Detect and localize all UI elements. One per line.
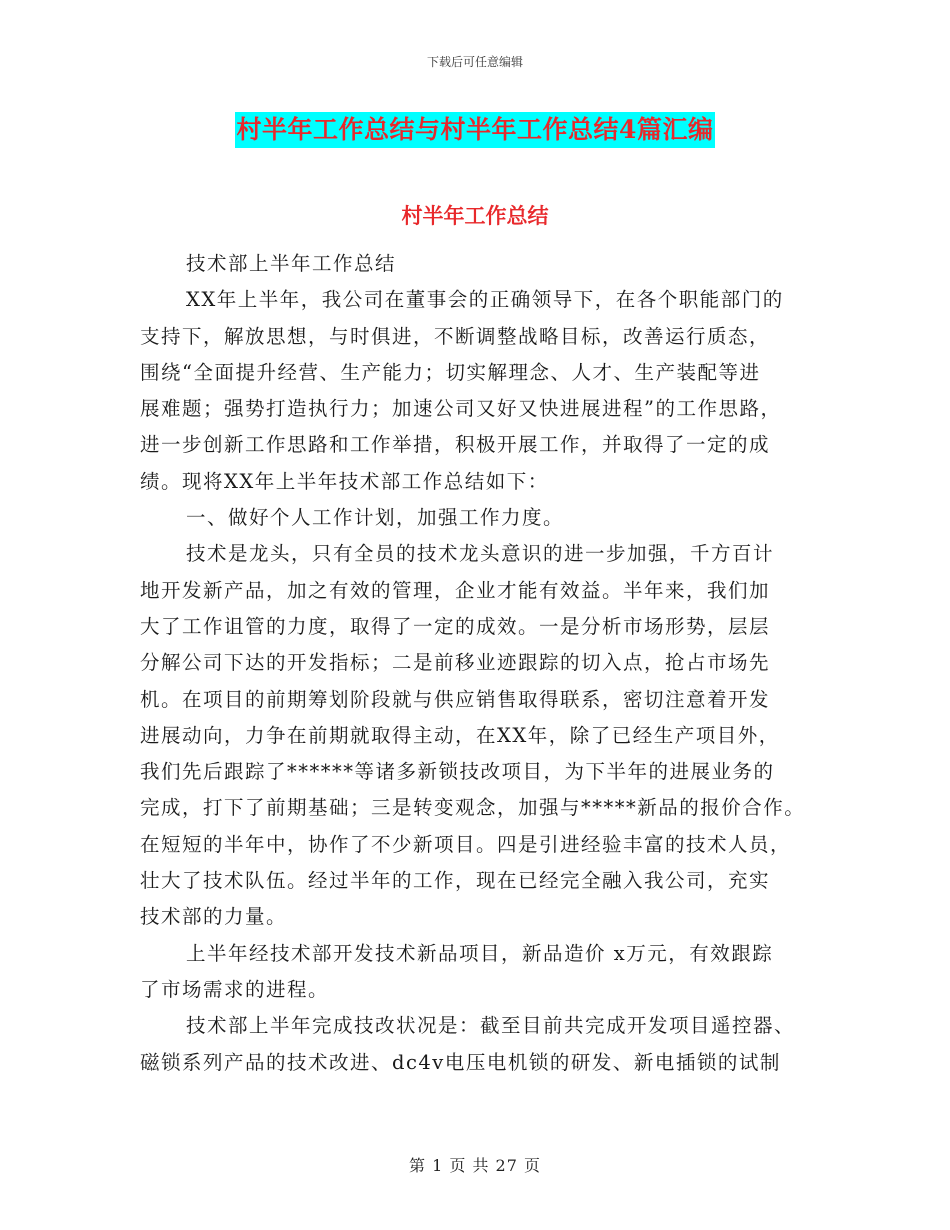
page-footer: 第 1 页 共 27 页 — [409, 1156, 541, 1175]
paragraph-line: 大了工作诅管的力度，取得了一定的成效。一是分析市场形势，层层 — [140, 614, 771, 638]
paragraph-line: 技术部上半年工作总结 — [186, 252, 397, 275]
paragraph-line: 完成，打下了前期基础；三是转变观念，加强与*****新品的报价合作。 — [140, 796, 806, 820]
paragraph-line: 技术部的力量。 — [140, 905, 288, 929]
document-title-container — [0, 112, 950, 148]
paragraph-line: 地开发新产品，加之有效的管理，企业才能有效益。半年来，我们加 — [140, 578, 771, 602]
paragraph-line: 机。在项目的前期筹划阶段就与供应销售取得联系，密切注意着开发 — [140, 687, 771, 711]
paragraph-line: 支持下，解放思想，与时俱进，不断调整战略目标，改善运行质态， — [140, 324, 771, 348]
section-title: 村半年工作总结 — [401, 203, 549, 228]
paragraph-line: 技术部上半年完成技改状况是：截至目前共完成开发项目遥控器、 — [186, 1014, 796, 1038]
paragraph-line: 技术是龙头，只有全员的技术龙头意识的进一步加强，千方百计 — [186, 542, 775, 566]
paragraph-line: 壮大了技术队伍。经过半年的工作，现在已经完全融入我公司，充实 — [140, 869, 771, 893]
paragraph-line: 上半年经技术部开发技术新品项目，新品造价 x万元，有效跟踪 — [186, 941, 774, 965]
paragraph-line: 分解公司下达的开发指标；二是前移业迹跟踪的切入点，抢占市场先 — [140, 651, 771, 675]
paragraph-line: 展难题；强势打造执行力；加速公司又好又快进展进程”的工作思路， — [140, 397, 782, 421]
paragraph-line: 进一步创新工作思路和工作举措，积极开展工作，并取得了一定的成 — [140, 433, 771, 457]
paragraph-line: 了市场需求的进程。 — [140, 977, 330, 1001]
body-text — [140, 246, 820, 1081]
paragraph-line: 一、做好个人工作计划，加强工作力度。 — [186, 506, 565, 530]
paragraph-line: 磁锁系列产品的技术改进、dc4v电压电机锁的研发、新电插锁的试制 — [140, 1050, 781, 1074]
page-header: 下载后可任意编辑 — [426, 55, 523, 69]
paragraph-line: 绩。现将XX年上半年技术部工作总结如下： — [140, 469, 549, 493]
paragraph-line: 我们先后跟踪了******等诸多新锁技改项目，为下半年的进展业务的 — [140, 760, 775, 784]
paragraph-line: XX年上半年，我公司在董事会的正确领导下，在各个职能部门的 — [186, 288, 784, 312]
document-title: 村半年工作总结与村半年工作总结4篇汇编 — [235, 112, 716, 148]
paragraph-line: 在短短的半年中，协作了不少新项目。四是引进经验丰富的技术人员， — [140, 832, 792, 856]
paragraph-line: 进展动向，力争在前期就取得主动，在XX年，除了已经生产项目外， — [140, 723, 780, 747]
paragraph-line: 围绕“全面提升经营、生产能力；切实解理念、人才、生产装配等进 — [140, 360, 761, 384]
